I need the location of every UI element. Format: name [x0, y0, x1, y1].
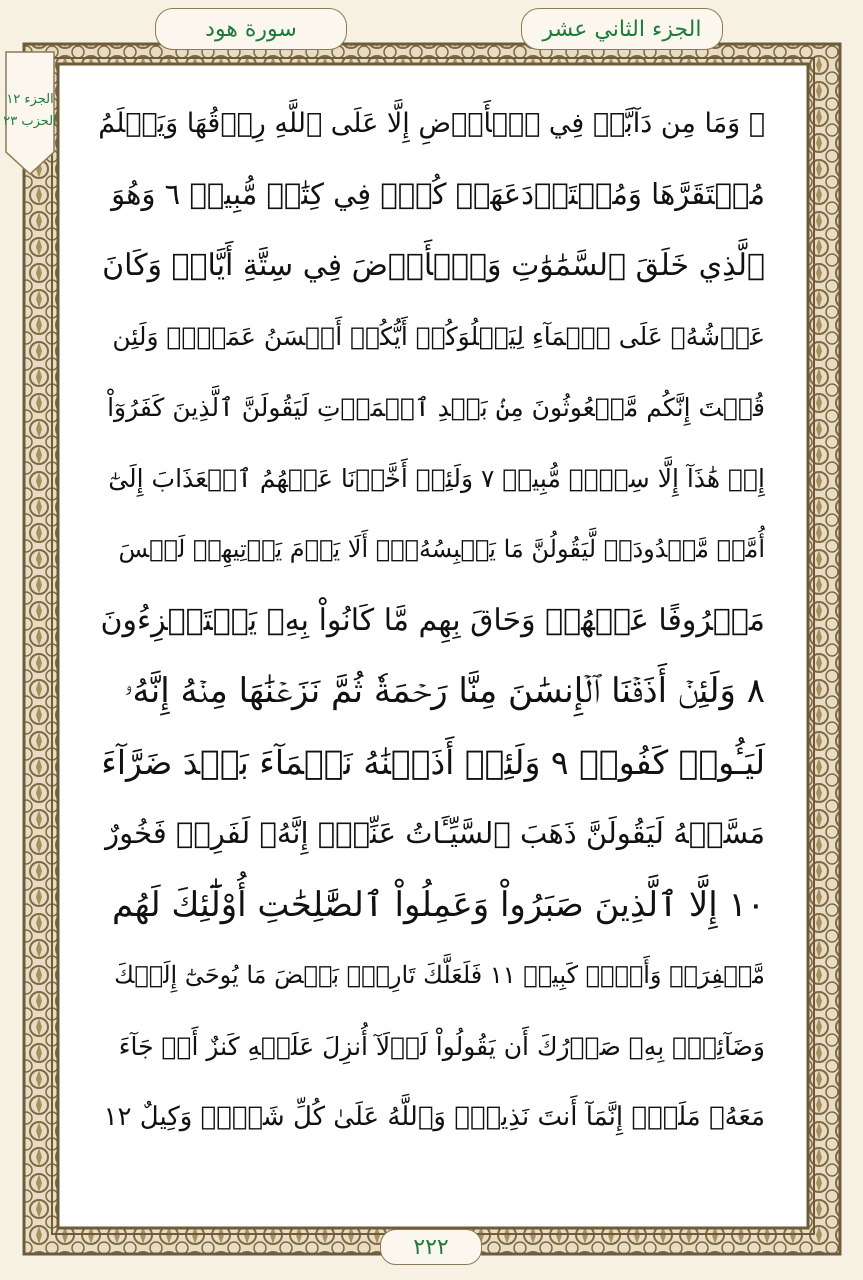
juz-label: الجزء ١٢	[6, 92, 54, 107]
text-line: ۞ وَمَا مِن دَآبَّةٖ فِي ٱلۡأَرۡضِ إِلَّا عَلَى ٱللَّهِ رِزۡقُهَا وَيَعۡلَمُ	[98, 107, 765, 139]
juz-title: الجزء الثاني عشر	[521, 8, 723, 50]
text-line: قُلۡتَ إِنَّكُم مَّبۡعُوثُونَ مِنۢ بَعۡدِ ٱلۡمَوۡتِ لَيَقُولَنَّ ٱلَّذِينَ كَفَرُوٓاْ	[107, 392, 765, 422]
page-number: ٢٢٢	[380, 1229, 482, 1265]
text-line: ٱلَّذِي خَلَقَ ٱلسَّمَٰوَٰتِ وَٱلۡأَرۡضَ فِي سِتَّةِ أَيَّامٖ وَكَانَ	[102, 247, 765, 283]
text-line: مَصۡرُوفًا عَنۡهُمۡ وَحَاقَ بِهِم مَّا كَانُواْ بِهِۦ يَسۡتَهۡزِءُونَ	[100, 602, 765, 638]
text-line: عَرۡشُهُۥ عَلَى ٱلۡمَآءِ لِيَبۡلُوَكُمۡ أَيُّكُمۡ أَحۡسَنُ عَمَلٗاۗ وَلَئِن	[112, 321, 765, 351]
text-line: مَسَّتۡهُ لَيَقُولَنَّ ذَهَبَ ٱلسَّيِّـَٔاتُ عَنِّيٓۚ إِنَّهُۥ لَفَرِحٞ فَخُورٌ	[105, 816, 765, 850]
text-line: مَّغۡفِرَةٞ وَأَجۡرٞ كَبِيرٞ ١١ فَلَعَلَّكَ تَارِكُۢ بَعۡضَ مَا يُوحَىٰٓ إِلَيۡكَ	[114, 961, 765, 989]
text-line: إِنۡ هَٰذَآ إِلَّا سِحۡرٞ مُّبِينٞ ٧ وَلَئِنۡ أَخَّرۡنَا عَنۡهُمُ ٱلۡعَذَابَ إِلَىٰٓ	[108, 463, 765, 493]
text-line: وَضَآئِقُۢ بِهِۦ صَدۡرُكَ أَن يَقُولُواْ لَوۡلَآ أُنزِلَ عَلَيۡهِ كَنزٌ أَوۡ جَآءَ	[118, 1031, 765, 1061]
text-line: مُسۡتَقَرَّهَا وَمُسۡتَوۡدَعَهَاۚ كُلّٞ فِي كِتَٰبٖ مُّبِينٖ ٦ وَهُوَ	[111, 177, 765, 211]
text-line: ١٠ إِلَّا ٱلَّذِينَ صَبَرُواْ وَعَمِلُواْ ٱلصَّٰلِحَٰتِ أُوْلَٰٓئِكَ لَهُم	[111, 884, 765, 925]
text-line: مَعَهُۥ مَلَكٌۚ إِنَّمَآ أَنتَ نَذِيرٞۚ وَٱللَّهُ عَلَىٰ كُلِّ شَيۡءٖ وَكِيلٌ ١٢	[103, 1102, 765, 1132]
hizb-label: الحزب ٢٣	[3, 114, 57, 129]
surah-title: سورة هود	[155, 8, 347, 50]
text-line: أُمَّةٖ مَّعۡدُودَةٖ لَّيَقُولُنَّ مَا يَحۡبِسُهُۥٓۗ أَلَا يَوۡمَ يَأۡتِيهِمۡ لَيۡسَ	[118, 535, 765, 563]
juz-hizb-marker	[2, 42, 58, 180]
text-line: ٨ وَلَئِنۡ أَذَقۡنَا ٱلۡإِنسَٰنَ مِنَّا رَحۡمَةٗ ثُمَّ نَزَعۡنَٰهَا مِنۡهُ إِنَّهُۥ	[124, 671, 765, 711]
text-line: لَيَـُٔوسٞ كَفُورٞ ٩ وَلَئِنۡ أَذَقۡنَٰهُ نَعۡمَآءَ بَعۡدَ ضَرَّآءَ	[101, 742, 765, 782]
